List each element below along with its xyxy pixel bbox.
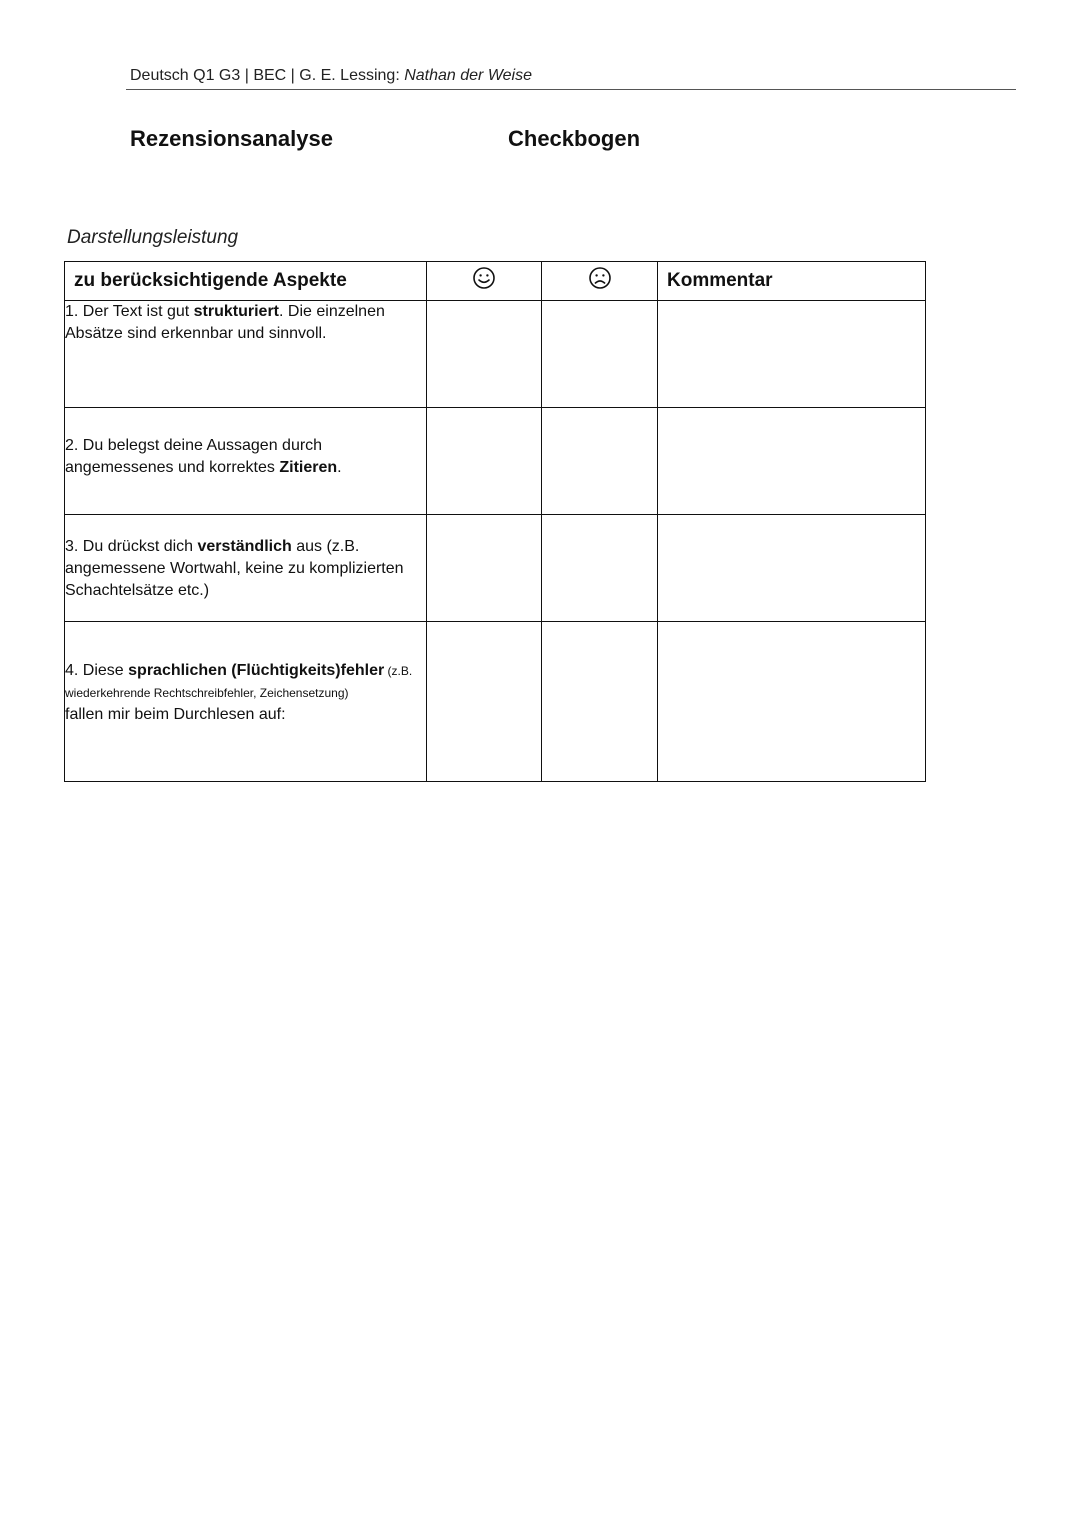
aspect-text: aus (z.B. angemessene Wortwahl, keine zu komplizierten Schachtelsätze etc.) <box>65 538 404 599</box>
aspect-keyword: Zitieren <box>279 459 338 476</box>
comment-cell[interactable] <box>658 301 926 408</box>
aspect-note: (z.B. wiederkehrende Rechtschreibfehler, Zeichensetzung) <box>65 664 413 700</box>
aspect-cell <box>65 301 427 408</box>
negative-check-cell[interactable] <box>542 515 658 622</box>
column-header-aspects: zu berücksichtigende Aspekte <box>65 262 427 301</box>
section-heading: Darstellungsleistung <box>67 227 239 248</box>
aspect-text: . Die einzelnen Absätze sind erkennbar und sinnvoll. <box>65 303 385 342</box>
aspect-text: fallen mir beim Durchlesen auf: <box>65 706 286 723</box>
document-subtitle: Checkbogen <box>508 126 641 151</box>
positive-check-cell[interactable] <box>427 408 542 515</box>
negative-check-cell[interactable] <box>542 301 658 408</box>
aspect-text: 3. Du drückst dich <box>65 538 198 555</box>
aspect-keyword: sprachlichen (Flüchtigkeits)fehler <box>128 662 385 679</box>
table-row <box>65 408 926 515</box>
smiley-sad-icon <box>588 266 612 290</box>
document-header <box>130 67 532 85</box>
aspect-keyword: strukturiert <box>193 303 280 320</box>
work-title: Nathan der Weise <box>404 67 532 84</box>
aspect-text: 2. Du belegst deine Aussagen durch angemessenes und korrektes <box>65 437 323 476</box>
table-row <box>65 515 926 622</box>
aspect-keyword: verständlich <box>197 538 292 555</box>
header-divider <box>126 89 1016 90</box>
course-info: Deutsch Q1 G3 | BEC | G. E. Lessing: <box>130 67 405 84</box>
aspect-text: 1. Der Text ist gut <box>65 303 194 320</box>
positive-check-cell[interactable] <box>427 622 542 782</box>
aspect-cell <box>65 515 427 622</box>
comment-cell[interactable] <box>658 408 926 515</box>
positive-check-cell[interactable] <box>427 301 542 408</box>
column-header-positive <box>427 262 542 301</box>
smiley-happy-icon <box>472 266 496 290</box>
table-header-row <box>65 262 926 301</box>
negative-check-cell[interactable] <box>542 622 658 782</box>
aspect-text: . <box>337 459 342 476</box>
aspect-text: 4. Diese <box>65 662 129 679</box>
comment-cell[interactable] <box>658 515 926 622</box>
table-row <box>65 301 926 408</box>
table-row <box>65 622 926 782</box>
aspect-cell <box>65 408 427 515</box>
checklist-table <box>64 261 926 782</box>
comment-cell[interactable] <box>658 622 926 782</box>
negative-check-cell[interactable] <box>542 408 658 515</box>
positive-check-cell[interactable] <box>427 515 542 622</box>
column-header-negative <box>542 262 658 301</box>
aspect-cell <box>65 622 427 782</box>
column-header-comment: Kommentar <box>658 262 926 301</box>
document-title: Rezensionsanalyse <box>130 126 333 151</box>
